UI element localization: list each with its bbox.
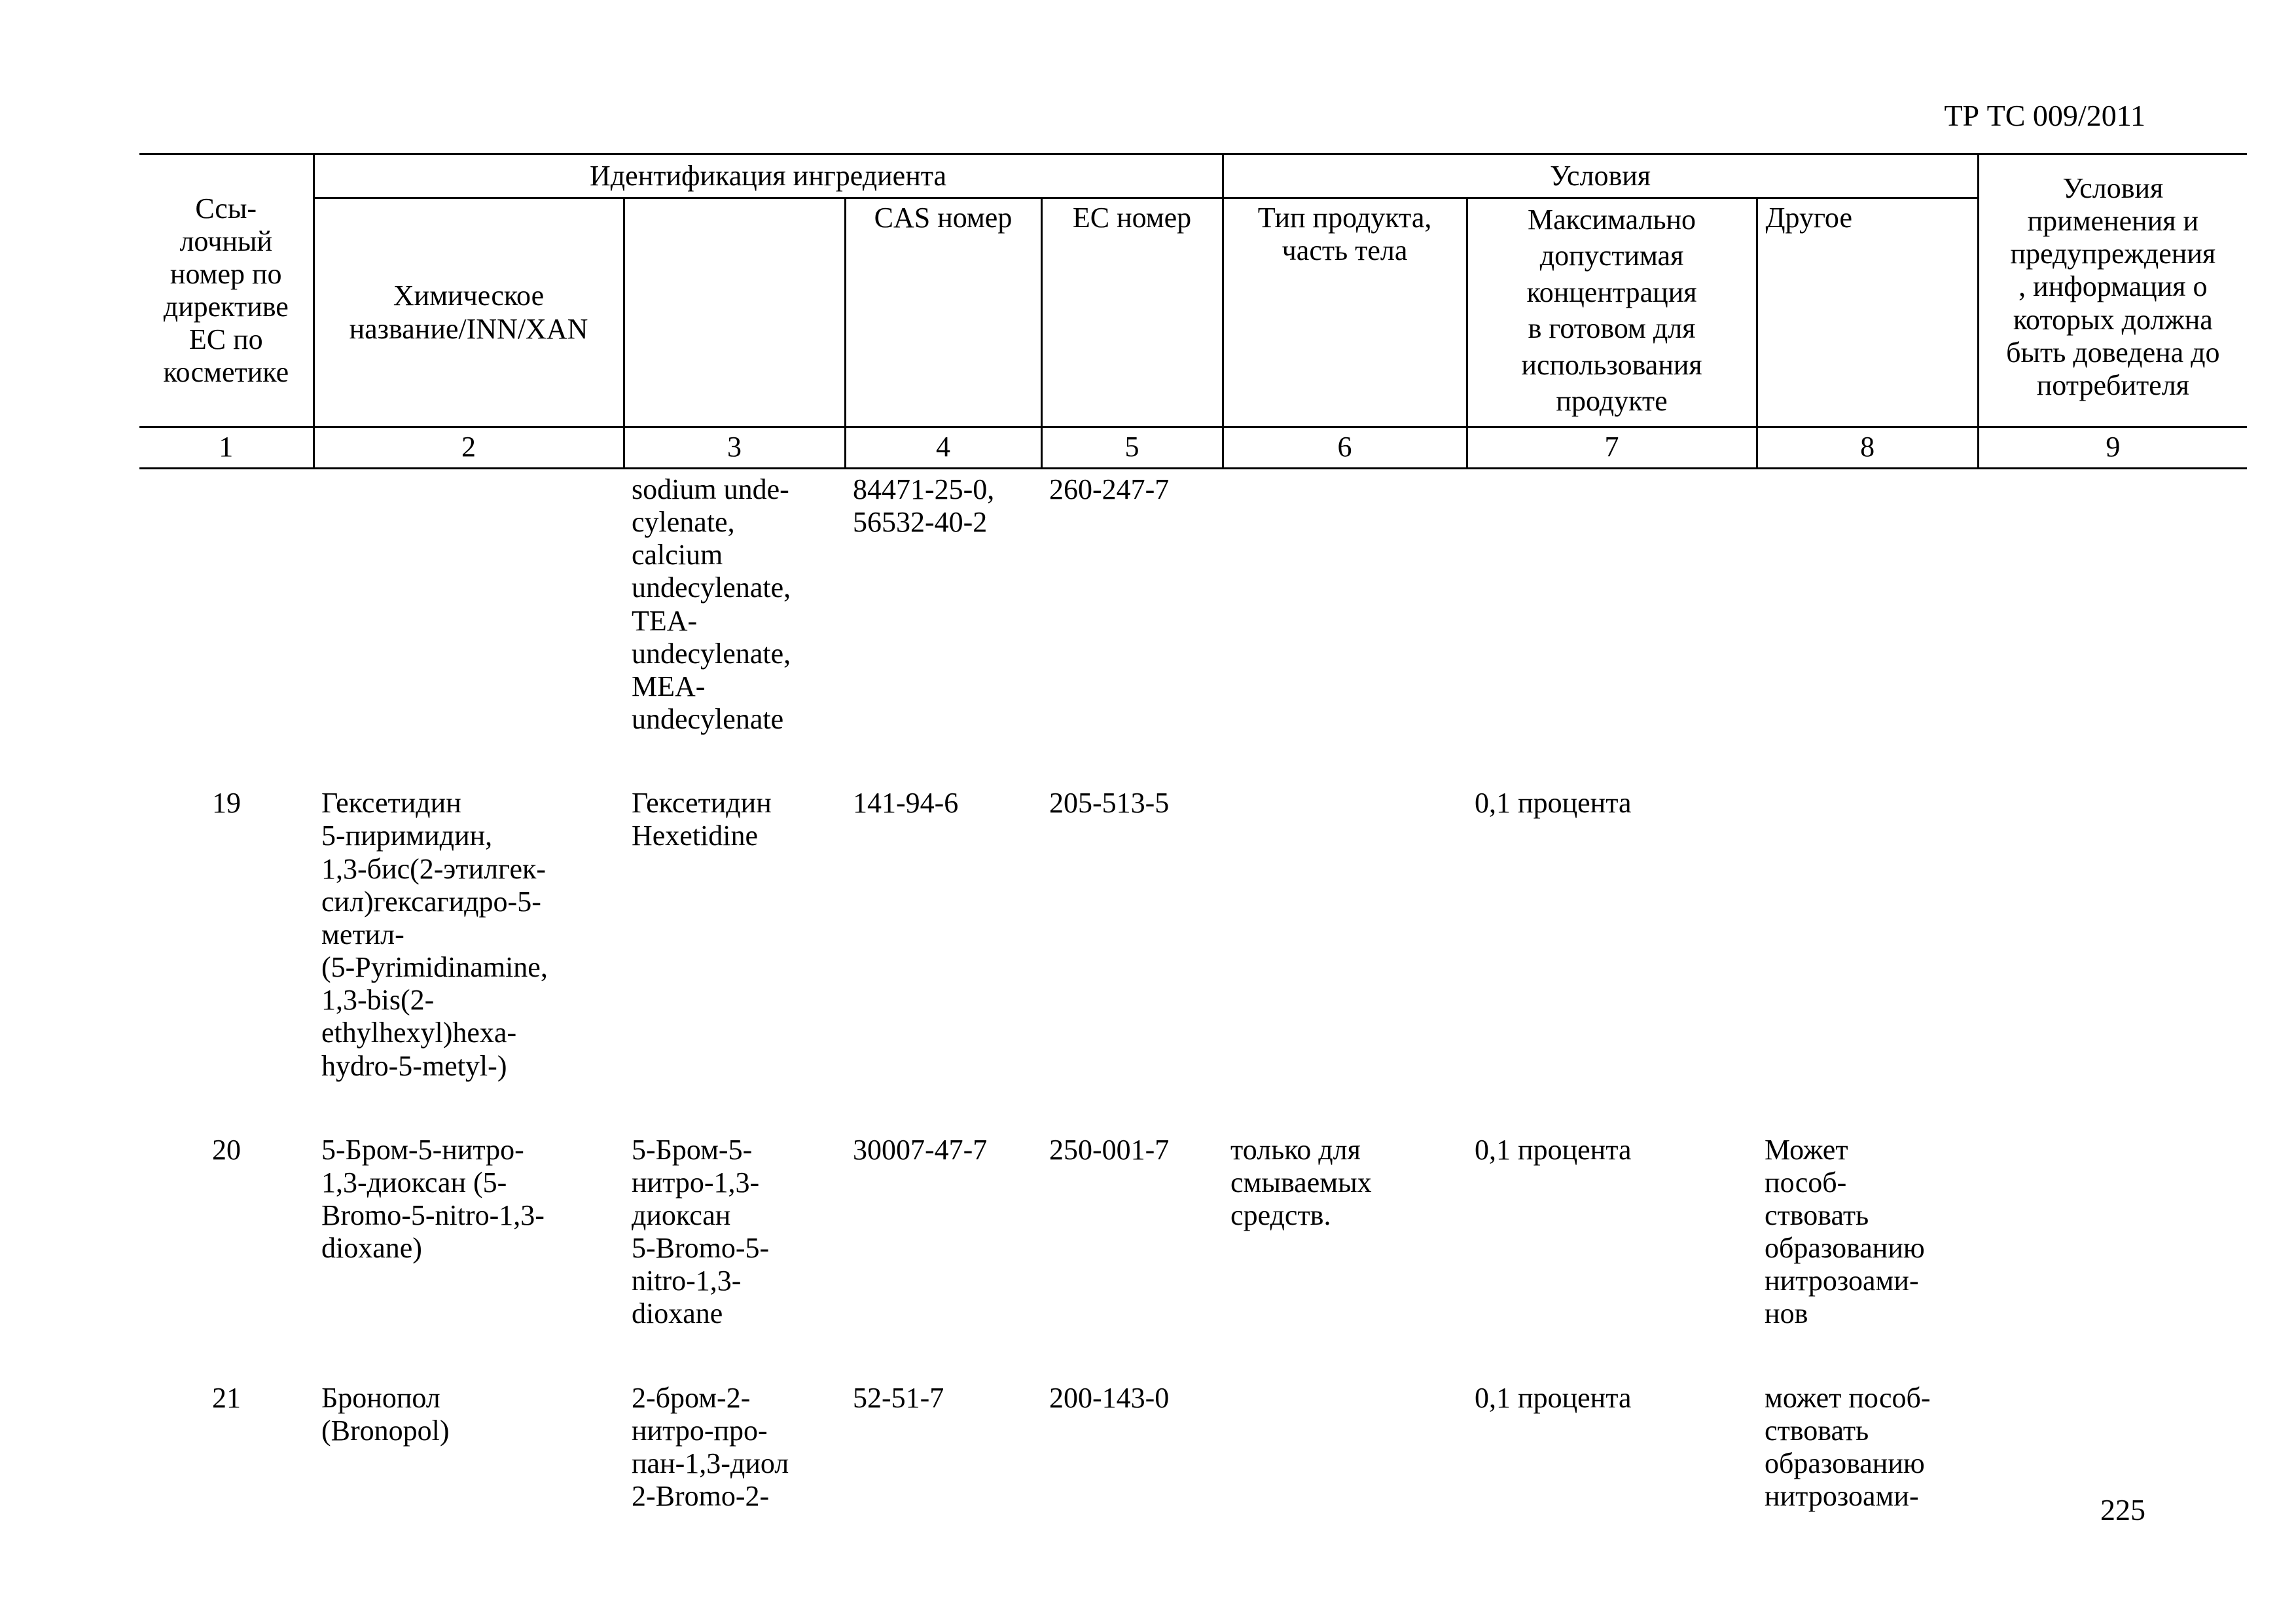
text-line: dioxane)	[321, 1232, 422, 1265]
cas-number-cell	[845, 1378, 1041, 1517]
product-type-cell	[1223, 783, 1467, 1086]
chemical-name-cell	[314, 1378, 624, 1517]
other-header: Другое	[1757, 198, 1978, 427]
inci-name-header	[624, 198, 845, 427]
ec-number-header: ЕС номер	[1041, 198, 1223, 427]
row-spacer	[139, 740, 2247, 783]
inci-name-cell	[624, 469, 845, 740]
column-index: 9	[1978, 427, 2247, 469]
other-cell	[1757, 1378, 1978, 1517]
text-line: ЕС по	[188, 323, 263, 356]
text-line: Ссы-	[195, 192, 257, 225]
text-line: Может	[1765, 1133, 1848, 1166]
text-line: Тип продукта,	[1257, 202, 1432, 234]
text-line: лочный	[179, 225, 273, 257]
column-index: 6	[1223, 427, 1467, 469]
ref-number-cell: 19	[212, 787, 241, 820]
table-row	[139, 469, 2247, 740]
other-cell	[1757, 469, 1978, 740]
text-line: нитро-1,3-	[632, 1166, 760, 1199]
text-line: MEA-	[632, 670, 706, 702]
text-line: 84471-25-0,	[853, 473, 995, 505]
ref-number-cell: 20	[212, 1133, 241, 1166]
text-line: 2-бром-2-	[632, 1381, 751, 1414]
text-line: undecylenate,	[632, 571, 791, 604]
text-line: смываемых	[1230, 1166, 1372, 1199]
product-type-cell	[1223, 1378, 1467, 1517]
text-line: потребителя	[2036, 369, 2189, 401]
product-type-cell	[1223, 1130, 1467, 1335]
text-line: dioxane	[632, 1297, 723, 1330]
text-line: нов	[1765, 1297, 1808, 1330]
max-concentration-cell	[1467, 1130, 1757, 1335]
text-line: Бронопол	[321, 1381, 440, 1414]
text-line: диоксан	[632, 1199, 731, 1231]
text-line: средств.	[1230, 1199, 1331, 1231]
column-index-row	[139, 427, 2247, 469]
cas-number-cell	[845, 469, 1041, 740]
column-index: 4	[845, 427, 1041, 469]
text-line: undecylenate	[632, 703, 784, 736]
table-row	[139, 783, 2247, 1086]
inci-name-cell	[624, 783, 845, 1086]
text-line: Hexetidine	[632, 820, 759, 852]
ingredients-table	[139, 153, 2247, 1517]
text-line: допустимая	[1539, 240, 1684, 272]
text-line: предупреждения	[2010, 238, 2216, 270]
text-line: концентрация	[1526, 276, 1697, 308]
table-header	[139, 154, 2247, 469]
text-line: быть доведена до	[2006, 336, 2220, 369]
text-line: образованию	[1765, 1447, 1925, 1479]
column-index: 8	[1757, 427, 1978, 469]
text-line: 0,1 процента	[1475, 787, 1632, 820]
text-line: сил)гексагидро-5-	[321, 885, 541, 918]
table-row	[139, 1130, 2247, 1335]
text-line: 5-Бром-5-нитро-	[321, 1133, 524, 1166]
text-line: образованию	[1765, 1232, 1925, 1265]
product-type-cell	[1223, 469, 1467, 740]
text-line: 52-51-7	[853, 1381, 944, 1414]
text-line: Максимально	[1528, 204, 1696, 236]
ec-number-cell	[1041, 1130, 1223, 1335]
text-line: nitro-1,3-	[632, 1265, 742, 1297]
inci-name-cell	[624, 1378, 845, 1517]
text-line: Гексетидин	[321, 787, 461, 820]
warnings-cell	[1978, 469, 2247, 740]
ref-number-cell: 21	[212, 1381, 241, 1414]
text-line: ствовать	[1765, 1199, 1869, 1231]
product-type-header	[1223, 198, 1467, 427]
inci-name-cell	[624, 1130, 845, 1335]
ec-number-cell	[1041, 783, 1223, 1086]
chemical-name-cell	[314, 783, 624, 1086]
max-concentration-cell	[1467, 469, 1757, 740]
warnings-cell	[1978, 783, 2247, 1086]
text-line: 30007-47-7	[853, 1133, 988, 1166]
text-line: пан-1,3-диол	[632, 1447, 789, 1479]
text-line: ethylhexyl)hexa-	[321, 1017, 517, 1049]
text-line: часть тела	[1282, 234, 1408, 267]
cas-number-cell	[845, 783, 1041, 1086]
text-line: TEA-	[632, 604, 698, 637]
text-line: 56532-40-2	[853, 506, 988, 539]
other-cell	[1757, 783, 1978, 1086]
text-line: 2-Bromo-2-	[632, 1480, 770, 1513]
text-line: нитрозоами-	[1765, 1480, 1919, 1513]
chemical-name-cell	[314, 1130, 624, 1335]
text-line: применения и	[2027, 205, 2199, 238]
text-line: 5-Бром-5-	[632, 1133, 753, 1166]
ec-number-cell	[1041, 1378, 1223, 1517]
column-index: 5	[1041, 427, 1223, 469]
column-index: 2	[314, 427, 624, 469]
conditions-header: Условия	[1223, 154, 1978, 198]
text-line: метил-	[321, 918, 404, 950]
text-line: cylenate,	[632, 506, 735, 539]
text-line: 205-513-5	[1049, 787, 1170, 820]
text-line: которых должна	[2013, 303, 2213, 336]
text-line: 1,3-bis(2-	[321, 984, 435, 1017]
cas-number-cell	[845, 1130, 1041, 1335]
text-line: Условия	[2062, 172, 2164, 204]
ref-number-header	[139, 154, 314, 427]
row-spacer	[139, 1087, 2247, 1130]
max-concentration-cell	[1467, 783, 1757, 1086]
text-line: Гексетидин	[632, 787, 772, 820]
column-index: 3	[624, 427, 845, 469]
text-line: , информация о	[2018, 270, 2208, 303]
chemical-name-cell	[314, 469, 624, 740]
column-index: 1	[139, 427, 314, 469]
text-line: нитро-про-	[632, 1414, 768, 1447]
text-line: Bromo-5-nitro-1,3-	[321, 1199, 545, 1231]
document-code: ТР ТС 009/2011	[1944, 99, 2145, 132]
text-line: только для	[1230, 1133, 1361, 1166]
text-line: ствовать	[1765, 1414, 1869, 1447]
text-line: 0,1 процента	[1475, 1381, 1632, 1414]
ref-number-cell	[139, 469, 314, 740]
text-line: 250-001-7	[1049, 1133, 1170, 1166]
text-line: продукте	[1556, 385, 1668, 418]
max-concentration-header	[1467, 198, 1757, 427]
column-index: 7	[1467, 427, 1757, 469]
text-line: hydro-5-metyl-)	[321, 1049, 507, 1082]
chemical-name-header	[314, 198, 624, 427]
text-line: 0,1 процента	[1475, 1133, 1632, 1166]
text-line: косметике	[163, 356, 289, 389]
warnings-cell	[1978, 1130, 2247, 1335]
text-line: 1,3-диоксан (5-	[321, 1166, 507, 1199]
text-line: 141-94-6	[853, 787, 959, 820]
text-line: номер по	[170, 257, 282, 290]
text-line: 260-247-7	[1049, 473, 1170, 505]
text-line: sodium unde-	[632, 473, 789, 505]
text-line: Химическое	[393, 280, 545, 312]
text-line: директиве	[163, 291, 289, 323]
text-line: нитрозоами-	[1765, 1265, 1919, 1297]
other-cell	[1757, 1130, 1978, 1335]
text-line: может пособ-	[1765, 1381, 1931, 1414]
text-line: 5-Bromo-5-	[632, 1232, 770, 1265]
page-number: 225	[2100, 1493, 2145, 1526]
text-line: использования	[1521, 348, 1702, 381]
text-line: название/INN/XAN	[349, 312, 588, 345]
table-body	[139, 469, 2247, 1517]
text-line: calcium	[632, 539, 723, 571]
text-line: undecylenate,	[632, 637, 791, 670]
row-spacer	[139, 1335, 2247, 1378]
ingredient-identification-header: Идентификация ингредиента	[314, 154, 1223, 198]
text-line: в готовом для	[1528, 312, 1696, 345]
cas-number-header: CAS номер	[845, 198, 1041, 427]
text-line: 1,3-бис(2-этилгек-	[321, 852, 547, 885]
text-line: 5-пиримидин,	[321, 820, 493, 852]
text-line: (Bronopol)	[321, 1414, 450, 1447]
warnings-header	[1978, 154, 2247, 427]
table-row	[139, 1378, 2247, 1517]
max-concentration-cell	[1467, 1378, 1757, 1517]
ec-number-cell	[1041, 469, 1223, 740]
text-line: 200-143-0	[1049, 1381, 1170, 1414]
text-line: пособ-	[1765, 1166, 1847, 1199]
text-line: (5-Pyrimidinamine,	[321, 951, 548, 984]
